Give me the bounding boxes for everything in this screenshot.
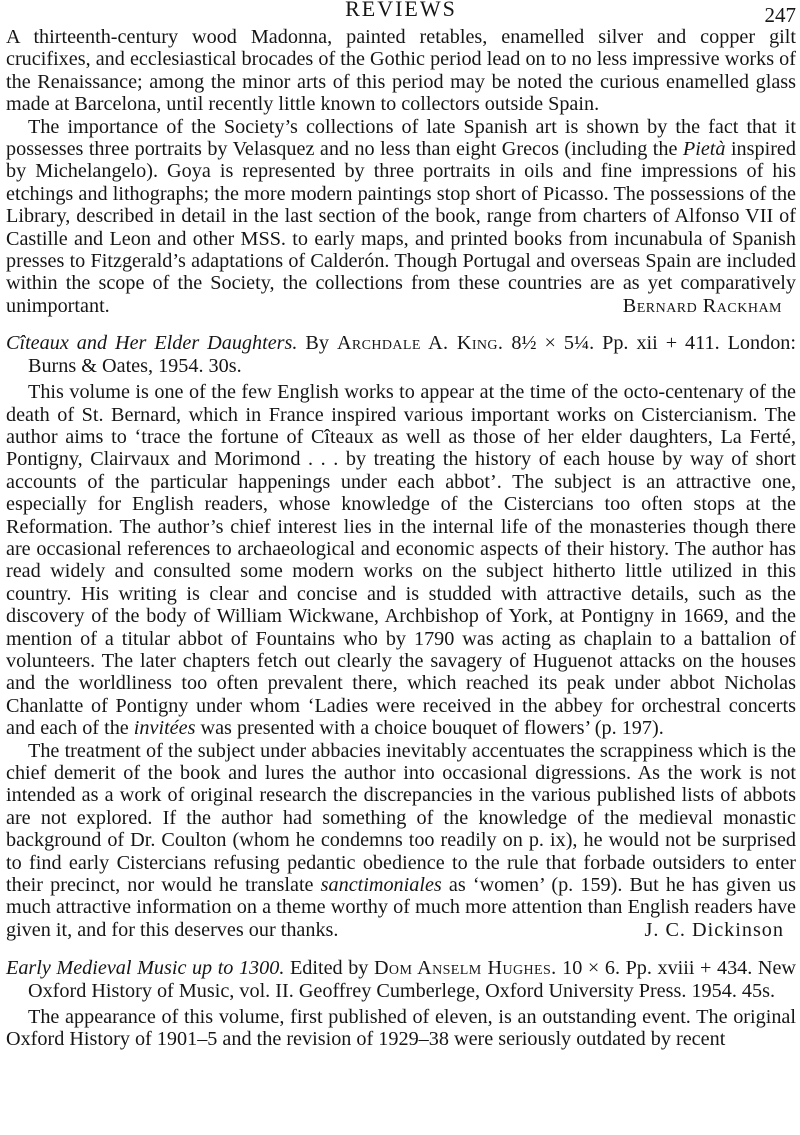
book-details: 8½ × 5¼. Pp. xii + 411. London: Burns & Oates, 1954. 30s. — [28, 332, 797, 377]
book-title: Early Medieval Music up to 1300. — [6, 957, 285, 980]
text-run: as ‘women’ (p. 159). But he has given us much attractive information on a theme worthy of much more attention than English readers have given it, and for this deserves our thanks. — [6, 874, 796, 941]
review-rackham — [6, 26, 796, 317]
review-paragraph: The appearance of this volume, first published of eleven, is an outstanding event. The original Oxford History of 1901–5 and the revision of 1929–38 were seriously outdated by recent — [6, 1006, 796, 1051]
review-paragraph: A thirteenth-century wood Madonna, painted retables, enamelled silver and copper gilt crucifixes, and ecclesiastical brocades of the Gothic period lead on to no less impressive works of the Renaissance; among the minor arts of this period may be noted the curious enamelled glass made at Barcelona, until recently little known to collectors outside Spain. — [6, 26, 796, 116]
italic-term: invitées — [133, 717, 196, 740]
review-paragraph — [6, 116, 796, 318]
review-paragraph — [6, 740, 796, 942]
book-title: Cîteaux and Her Elder Daughters. — [6, 332, 298, 355]
edited-by-text: Edited by — [284, 957, 374, 980]
review-hughes — [6, 957, 796, 1051]
text-run: The importance of the Society’s collections of late Spanish art is shown by the fact that it possesses three portraits by Velasquez and no less than eight Grecos (including the — [6, 115, 796, 161]
book-heading — [6, 332, 796, 377]
running-head — [6, 0, 796, 26]
book-editor: Dom Anselm Hughes. — [373, 957, 557, 980]
italic-term: Pietà — [682, 138, 726, 161]
text-run: inspired by Michelangelo). Goya is represented by three portraits in oils and fine impressions of his etchings and lithographs; the more modern paintings stop short of Picasso. The possessions of the Library, described in detail in the last section of the book, range from charters of Alfonso VII of Castille and Leon and other MSS. to early maps, and printed books from incunabula of Spanish presses to Fitzgerald’s adaptations of Calderón. Though Portugal and overseas Spain are included within the scope of the Society, the collections from these countries are as yet comparatively unimportant. — [6, 138, 796, 317]
page-number: 247 — [764, 3, 796, 27]
review-dickinson — [6, 332, 796, 941]
reviewer-signature: J. C. Dickinson — [644, 918, 784, 941]
by-text: By — [297, 332, 337, 355]
running-title: REVIEWS — [345, 0, 457, 21]
text-run: The treatment of the subject under abbacies inevitably accentuates the scrappiness which is the chief demerit of the book and lures the author into occasional digressions. As the work is not intended as a work of original research the discrepancies in the various published lists of abbots are not explored. If the author had something of the knowledge of the medieval monastic background of Dr. Coulton (whom he condemns too readily on p. ix), he would not be surprised to find early Cistercians refusing pedantic obedience to the rule that forbade outsiders to enter their precinct, nor would he translate — [6, 739, 796, 897]
page — [6, 0, 796, 1051]
book-details: 10 × 6. Pp. xviii + 434. New Oxford History of Music, vol. II. Geoffrey Cumberlege, Oxford University Press. 1954. 45s. — [28, 957, 797, 1002]
text-run: This volume is one of the few English works to appear at the time of the octo-centenary of the death of St. Bernard, which in France inspired various important works on Cistercianism. The author aims to ‘trace the fortune of Cîteaux as well as those of her elder daughters, La Ferté, Pontigny, Clairvaux and Morimond . . . by treating the history of each house by way of short accounts of the particular happenings under each abbot’. The subject is an attractive one, especially for English readers, whose knowledge of the Cistercians too often stops at the Reformation. The author’s chief interest lies in the internal life of the monasteries though there are occasional references to archaeological and economic aspects of their history. The author has read widely and consulted some modern works on the subject hitherto little utilized in this country. His writing is clear and concise and is studded with attractive details, such as the discovery of the body of William Wickwane, Archbishop of York, at Pontigny in 1669, and the mention of a titular abbot of Fountains who by 1790 was acting as chaplain to a battalion of volunteers. The later chapters fetch out clearly the savagery of Huguenot attacks on the houses and the worldliness too often prevalent there, which reached its peak under abbot Nicholas Chanlatte of Pontigny under whom ‘Ladies were received in the abbey for orchestral concerts and each of the — [6, 381, 796, 740]
italic-term: sanctimoniales — [320, 874, 442, 897]
reviewer-signature: Bernard Rackham — [622, 294, 782, 317]
book-heading — [6, 957, 796, 1002]
review-paragraph — [6, 381, 796, 740]
book-author: Archdale A. King. — [336, 332, 504, 355]
text-run: was presented with a choice bouquet of flowers’ (p. 197). — [195, 717, 664, 740]
